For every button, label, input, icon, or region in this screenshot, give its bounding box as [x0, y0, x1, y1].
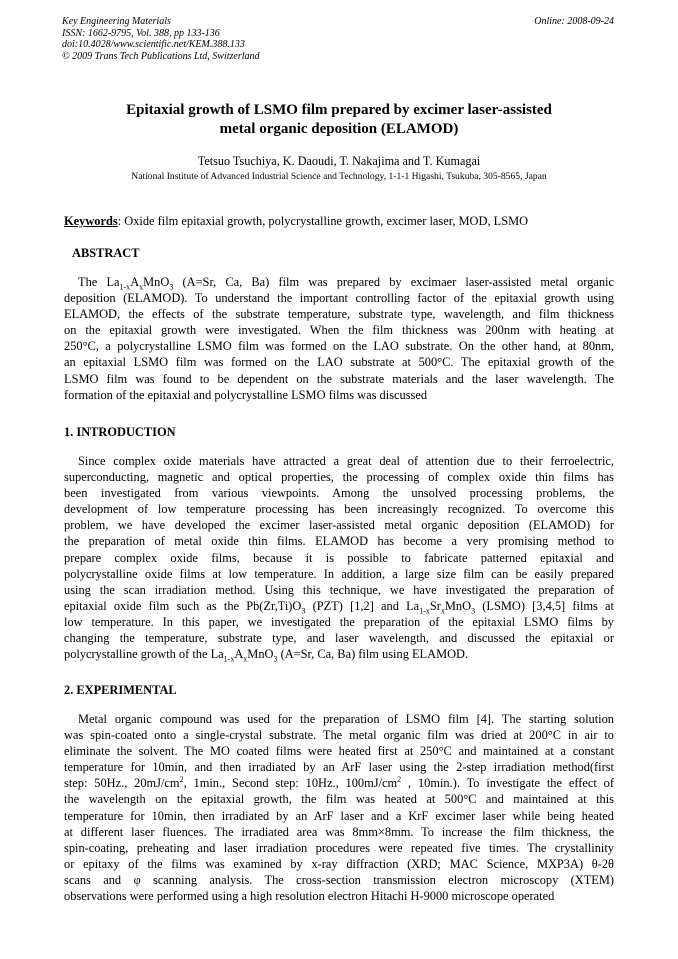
author-list: Tetsuo Tsuchiya, K. Daoudi, T. Nakajima and T. Kumagai: [197, 154, 481, 168]
text-line: an epitaxial LSMO film was formed on the LAO substrate at 500°C. The epitaxial growth of the: [64, 355, 614, 370]
text-line: 250°C, a polycrystalline LSMO film was formed on the LAO substrate. On the other hand, at 80nm,: [64, 339, 614, 354]
journal-name: Key Engineering Materials: [62, 16, 171, 27]
doi-line: doi:10.4028/www.scientific.net/KEM.388.133: [62, 39, 245, 50]
text-line: observations were performed using a high resolution electron Hitachi H-9000 microscope operated: [64, 889, 555, 904]
experimental-heading: 2. EXPERIMENTAL: [64, 683, 177, 697]
title-line-1: Epitaxial growth of LSMO film prepared by excimer laser-assisted: [126, 102, 552, 118]
keywords-label: Keywords: [64, 214, 118, 228]
text-line: temperature for 10min, then irradiated by an ArF laser and a KrF excimer laser while being heated: [64, 808, 614, 823]
text-line: polycrystalline growth of the $La_{1-x}A_xMnO_3$ (A=Sr, Ca, Ba) film using ELAMOD.: [64, 647, 469, 664]
online-date: Online: 2008-09-24: [534, 16, 614, 27]
text-line: scans and φ scanning analysis. The cross-section transmission electron microscopy (XTEM): [64, 872, 614, 887]
text-line: eliminate the solvent. The MO coated films were heated first at 250°C and maintained at a constant: [64, 744, 614, 759]
text-line: or epitaxy of the films was examined by x-ray diffraction (XRD; MAC Science, MXP3A) θ-2θ: [64, 856, 614, 871]
text-line: formation of the epitaxial and polycrystalline LSMO films was discussed: [64, 387, 428, 402]
affiliation: National Institute of Advanced Industrial Science and Technology, 1-1-1 Higashi, Tsukuba, 305-8565, Japan: [131, 171, 547, 182]
text-line: Since complex oxide materials have attracted a great deal of attention due to their ferroelectric,: [78, 454, 614, 468]
keywords-text: : Oxide film epitaxial growth, polycrystalline growth, excimer laser, MOD, LSMO: [117, 214, 529, 228]
text-line: been investigated from various viewpoints. Among the unsolved processing problems, the: [64, 486, 614, 501]
text-line: the wavelength on the epitaxial growth, the film was heated at 500°C and maintained at this: [64, 792, 614, 807]
text-line: epitaxial oxide film such as the $Pb(Zr,Ti)O_3$ (PZT) [1,2] and $La_{1-x}Sr_xMnO_3$ (LSMO) [3,4,5] films at: [64, 598, 614, 616]
text-line: using the scan irradiation method. Using this technique, we have investigated the preparation of: [64, 582, 614, 597]
paper-title: [62, 101, 616, 139]
text-line: polycrystalline oxide films at low temperature. In addition, a large size film can be easily prepared: [64, 566, 614, 581]
text-line: development of low temperature processing has been increasingly recognized. To overcome this: [64, 502, 614, 517]
text-line: step: 50Hz., $20mJ/cm^2$, 1min., Second step: 10Hz., $100mJ/cm^2$ , 10min.). To investigate the effect of: [64, 775, 614, 791]
copyright-line: © 2009 Trans Tech Publications Ltd, Switzerland: [62, 50, 260, 62]
journal-header: [62, 16, 260, 62]
text-line: superconducting, magnetic and optical properties, the processing of complex oxide thin films has: [64, 470, 614, 485]
keywords-line: [64, 214, 528, 229]
abstract-body: [64, 274, 614, 403]
issn-line: ISSN: 1662-9795, Vol. 388, pp 133-136: [62, 27, 220, 39]
text-line: at different laser fluences. The irradiated area was 8mm×8mm. To increase the film thickness, the: [64, 824, 614, 839]
text-line: ELAMOD, the effects of the substrate temperature, substrate type, wavelength, and film thickness: [64, 307, 614, 322]
text-line: deposition (ELAMOD). To understand the important controlling factor of the epitaxial growth using: [64, 291, 614, 306]
text-line: The $La_{1-x}A_xMnO_3$ (A=Sr, Ca, Ba) film was prepared by excimaer laser-assisted metal organic: [78, 275, 614, 292]
text-line: prepare complex oxide films, because it is possible to fabricate patterned epitaxial and: [64, 550, 614, 565]
text-line: LSMO film was found to be dependent on the substrate materials and the laser wavelength. The: [64, 371, 614, 386]
title-line-2: metal organic deposition (ELAMOD): [219, 121, 459, 137]
experimental-body: [64, 711, 614, 904]
text-line: was spin-coated onto a single-crystal substrate. The metal organic film was dried at 200°C in air to: [64, 728, 614, 743]
text-line: the preparation of metal oxide thin films. ELAMOD has become a very promising method to: [64, 534, 614, 549]
text-line: on the epitaxial growth were investigated. When the film thickness was 200nm with heating at: [64, 323, 614, 338]
text-line: Metal organic compound was used for the preparation of LSMO film [4]. The starting solution: [78, 712, 614, 726]
abstract-heading: ABSTRACT: [72, 246, 140, 260]
text-line: changing the temperature, substrate type, and laser wavelength, and discussed the epitaxial or: [64, 631, 614, 646]
text-line: problem, we have developed the excimer laser-assisted metal organic deposition (ELAMOD) for: [64, 518, 614, 533]
text-line: spin-coating, preheating and laser irradiation procedures were repeated five times. The crystallinity: [64, 840, 614, 855]
introduction-heading: 1. INTRODUCTION: [64, 425, 176, 439]
text-line: low temperature. In this paper, we investigated the preparation of the epitaxial LSMO films by: [64, 614, 614, 629]
text-line: temperature for 10min, and then irradiated by an ArF laser using the 2-step irradiation method(first: [64, 760, 614, 775]
introduction-body: [64, 453, 614, 662]
